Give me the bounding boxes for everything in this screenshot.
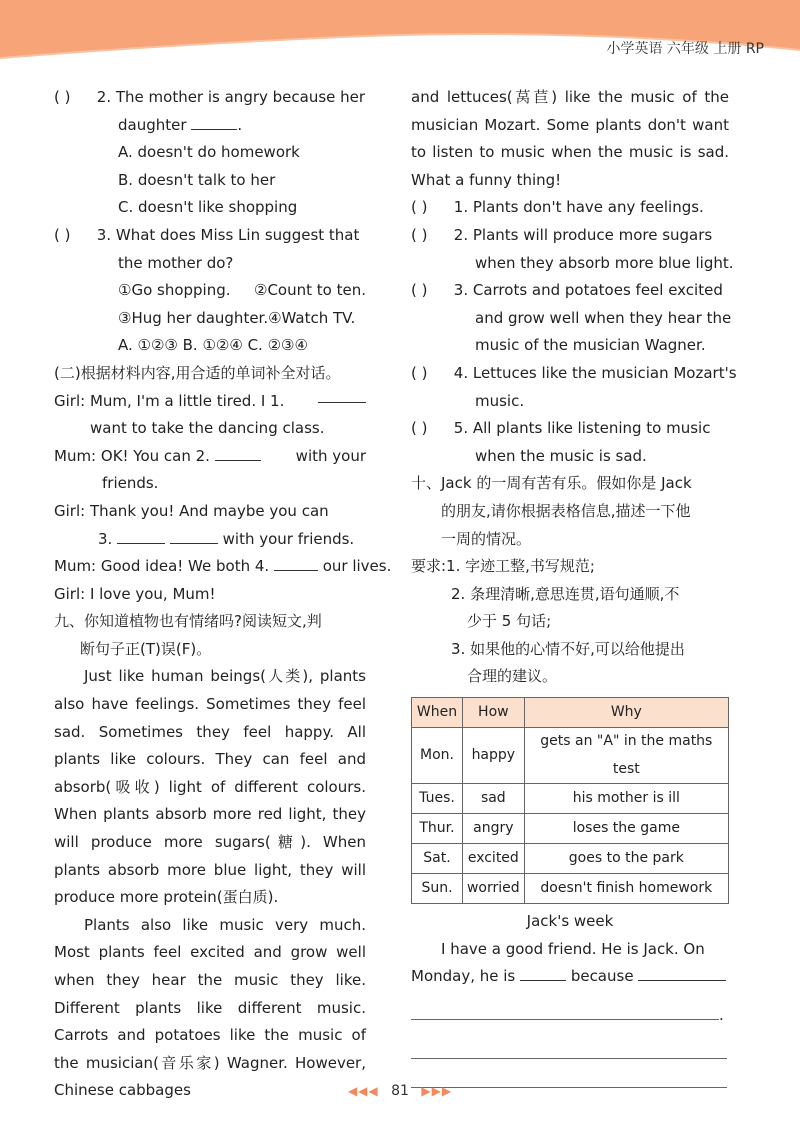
part2-title: (二)根据材料内容,用合适的单词补全对话。 [54, 363, 341, 382]
tf-item-3: ( ) 3. Carrots and potatoes feel excited [411, 281, 723, 300]
left-column: ( ) 2. The mother is angry because her daughter . A. doesn't do homework B. doesn't talk to her C. doesn't like shopping ( ) 3. What does Miss Lin suggest that the mother do? ①Go shopping. ②Count to ten. ③Hug her daughter.④Watch TV. A. ①②③ B. ①②④ C. ②③④ (二)根据材料内容,用合适的单词补全对话。 Girl: Mum, I'm a little tired. I 1. want to take the dancing class. Mum: OK! You can 2. with your friends. Girl: Thank you! And maybe you can 3. with your friends. Mum: Good idea! We both 4. our lives. Girl: I love you, Mum! 九、你知道植物也有情绪吗?阅读短文,判 断句子正(T)误(F)。 Just like human beings(人类), plants also have feelings. Sometimes they feel sad. Sometimes they feel happy. All plants like colours. They can feel and absorb(吸收) light of different colours. When plants absorb more red light, they will produce more sugars(糖). When plants absorb more blue light, they will produce more protein(蛋白质). Plants also like music very much. Most plants feel excited and grow well when they hear the music they like. Different plants like different music. Carrots and potatoes like the music of the musician(音乐家) Wagner. However, Chinese cabbages [54, 84, 366, 1105]
table-row: Thur. angry loses the game [412, 814, 729, 844]
dialog-line: Girl: I love you, Mum! [54, 584, 216, 603]
option-a: A. doesn't do homework [118, 143, 300, 162]
table-header-row: When How Why [412, 698, 729, 728]
option-3-4: ③Hug her daughter.④Watch TV. [118, 308, 356, 327]
question-2: ( ) 2. The mother is angry because her [54, 84, 366, 112]
jack-week-table [411, 697, 729, 904]
left-arrows-icon: ◀◀◀ [347, 1084, 379, 1098]
essay-title: Jack's week [526, 912, 614, 931]
requirements: 要求:1. 字迹工整,书写规范; [411, 557, 595, 576]
answer-blank[interactable] [170, 529, 218, 544]
passage-continued: and lettuces(莴苣) like the music of the musician Mozart. Some plants don't want to listen to music when the music is sad. What a funny thing! [411, 88, 729, 189]
header-title: 小学英语 六年级 上册 RP [606, 41, 764, 57]
answer-blank[interactable] [318, 388, 366, 403]
tf-item-2: ( ) 2. Plants will produce more sugars [411, 225, 713, 244]
dialog-line: Mum: Good idea! We both 4. our lives. [54, 557, 392, 576]
essay-line: Monday, he is because [411, 963, 729, 991]
answer-blank[interactable] [638, 966, 726, 981]
page-footer [0, 1083, 800, 1099]
tf-item-4: ( ) 4. Lettuces like the musician Mozart's [411, 363, 737, 382]
tf-item-5: ( ) 5. All plants like listening to music [411, 419, 711, 438]
answer-blank[interactable] [274, 556, 318, 571]
question-3: ( ) 3. What does Miss Lin suggest that [54, 222, 366, 250]
writing-line[interactable] [411, 991, 719, 1020]
writing-line[interactable] [411, 1030, 727, 1059]
passage-paragraph-1: Just like human beings(人类), plants also have feelings. Sometimes they feel sad. Sometimes they feel happy. All plants like colours. They can feel and absorb(吸收) light of different colours. When plants absorb more red light, they will produce more sugars(糖). When plants absorb more blue light, they will produce more protein(蛋白质). [54, 667, 366, 907]
answer-blank[interactable] [215, 446, 261, 461]
section9-title: 九、你知道植物也有情绪吗?阅读短文,判 [54, 612, 322, 631]
table-row: Tues. sad his mother is ill [412, 784, 729, 814]
section10-title: 十、Jack 的一周有苦有乐。假如你是 Jack [411, 474, 692, 493]
page-header [0, 0, 800, 62]
dialog-line: Girl: Thank you! And maybe you can [54, 501, 329, 520]
answer-paren[interactable]: ( ) [54, 88, 71, 106]
answer-blank[interactable] [520, 966, 566, 981]
page-number: 81 [391, 1083, 409, 1099]
dialog-line: Girl: Mum, I'm a little tired. I 1. [54, 388, 366, 416]
table-row: Sat. excited goes to the park [412, 844, 729, 874]
answer-blank[interactable] [117, 529, 165, 544]
option-c: C. doesn't like shopping [118, 198, 298, 217]
answer-paren[interactable]: ( ) [54, 225, 71, 244]
table-row: Mon. happy gets an "A" in the maths test [412, 728, 729, 784]
choices: A. ①②③ B. ①②④ C. ②③④ [118, 336, 308, 355]
essay-line: I have a good friend. He is Jack. On [441, 939, 705, 958]
right-column: and lettuces(莴苣) like the music of the musician Mozart. Some plants don't want to listen to music when the music is sad. What a funny thing! ( ) 1. Plants don't have any feelings. ( ) 2. Plants will produce more sugars when they absorb more blue light. ( ) 3. Carrots and potatoes feel excited and grow well when they hear the music of the musician Wagner. ( ) 4. Lettuces like the musician Mozart's music. ( ) 5. All plants like listening to music when the music is sad. 十、Jack 的一周有苦有乐。假如你是 Jack 的朋友,请你根据表格信息,描述一下他 一周的情况。 要求:1. 字迹工整,书写规范; 2. 条理清晰,意思连贯,语句通顺,不 少于 5 句话; 3. 如果他的心情不好,可以给他提出 合理的建议。 When How Why Mon. happy gets an "A" in the maths test Tues. sad his mother is ill Thur. angry loses the game Sat. excited goes to the park Sun. worried doesn't finish homework Jack's week I have a good friend. He is Jack. On Monday, he is because . [411, 84, 729, 1088]
tf-item-1: ( ) 1. Plants don't have any feelings. [411, 198, 704, 217]
option-2: ②Count to ten. [254, 281, 366, 300]
right-arrows-icon: ▶▶▶ [421, 1084, 453, 1098]
option-b: B. doesn't talk to her [118, 170, 276, 189]
passage-paragraph-2: Plants also like music very much. Most plants feel excited and grow well when they hear the music they like. Different plants like different music. Carrots and potatoes like the music of the musician(音乐家) Wagner. However, Chinese cabbages [54, 915, 366, 1100]
dialog-line: Mum: OK! You can 2. with your [54, 446, 366, 465]
table-row: Sun. worried doesn't finish homework [412, 874, 729, 904]
answer-blank[interactable] [191, 115, 237, 130]
option-1: ①Go shopping. [118, 281, 231, 300]
